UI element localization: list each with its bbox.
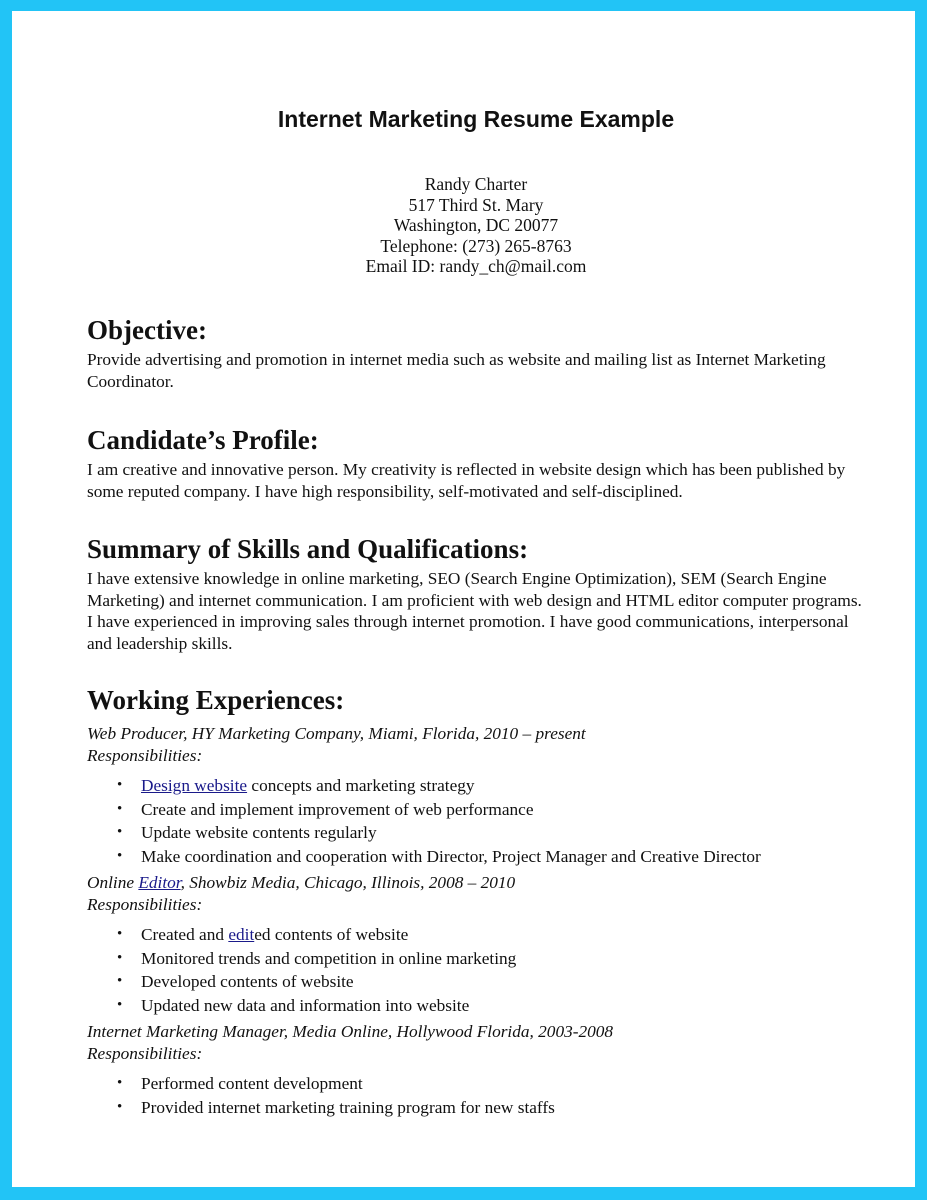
contact-block: [87, 174, 865, 277]
job-title: Web Producer, HY Marketing Company, Miami, Florida, 2010 – present: [87, 724, 586, 743]
editor-link[interactable]: Editor: [138, 873, 181, 892]
list-item: • Developed contents of website: [141, 970, 867, 994]
contact-name: Randy Charter: [424, 174, 528, 194]
design-website-link[interactable]: Design website: [141, 776, 248, 795]
list-item: • Create and implement improvement of web performance: [141, 798, 867, 822]
list-item: • Updated new data and information into website: [141, 994, 867, 1018]
responsibilities-label: Responsibilities:: [87, 894, 203, 914]
responsibilities-list: [87, 923, 867, 1017]
list-item-text: concepts and marketing strategy: [247, 776, 475, 795]
list-item: • Update website contents regularly: [141, 821, 867, 845]
list-item: • Provided internet marketing training program for new staffs: [141, 1096, 867, 1120]
profile-section: [87, 424, 867, 502]
objective-section: [87, 314, 867, 392]
responsibilities-list: [87, 1072, 867, 1119]
job-entry: [87, 872, 867, 1017]
responsibilities-list: [87, 774, 867, 868]
contact-address-line1: 517 Third St. Mary: [408, 194, 544, 215]
skills-heading: Summary of Skills and Qualifications:: [87, 534, 529, 564]
list-item: • Performed content development: [141, 1072, 867, 1096]
job-title-text: , Showbiz Media, Chicago, Illinois, 2008 – 2010: [180, 873, 516, 892]
list-item-text: ed contents of website: [254, 925, 409, 944]
skills-section: [87, 533, 867, 654]
job-title: Internet Marketing Manager, Media Online, Hollywood Florida, 2003-2008: [87, 1022, 614, 1041]
contact-email: Email ID: randy_ch@mail.com: [365, 256, 587, 276]
contact-address-line2: Washington, DC 20077: [393, 215, 559, 235]
edit-link[interactable]: edit: [228, 925, 255, 944]
list-item: [141, 923, 867, 947]
experience-heading: Working Experiences:: [87, 685, 345, 715]
responsibilities-label: Responsibilities:: [87, 745, 203, 765]
page-title: Internet Marketing Resume Example: [277, 106, 675, 132]
contact-phone: Telephone: (273) 265-8763: [380, 235, 572, 256]
job-entry: [87, 1021, 867, 1119]
profile-text: I am creative and innovative person. My creativity is reflected in website design which has been published by some reputed company. I have high responsibility, self-motivated and self-disciplined.: [87, 460, 846, 501]
profile-heading: Candidate’s Profile:: [87, 425, 319, 455]
objective-text: Provide advertising and promotion in internet media such as website and mailing list as Internet Marketing Coordinator.: [87, 350, 826, 391]
experience-section: [87, 684, 867, 1119]
responsibilities-label: Responsibilities:: [87, 1043, 203, 1063]
job-title: [87, 872, 867, 894]
list-item-text: Created and: [141, 925, 229, 944]
list-item: • Make coordination and cooperation with Director, Project Manager and Creative Director: [141, 845, 867, 869]
job-entry: [87, 723, 867, 868]
list-item: [141, 774, 867, 798]
job-title-text: Online: [87, 873, 139, 892]
skills-text: I have extensive knowledge in online marketing, SEO (Search Engine Optimization), SEM (Search Engine Marketing) and internet communication. I am proficient with web design and HTML editor computer programs. I have experienced in improving sales through internet promotion. I have good communications, interpersonal and leadership skills.: [87, 569, 862, 653]
list-item: • Monitored trends and competition in online marketing: [141, 947, 867, 971]
objective-heading: Objective:: [87, 315, 207, 345]
